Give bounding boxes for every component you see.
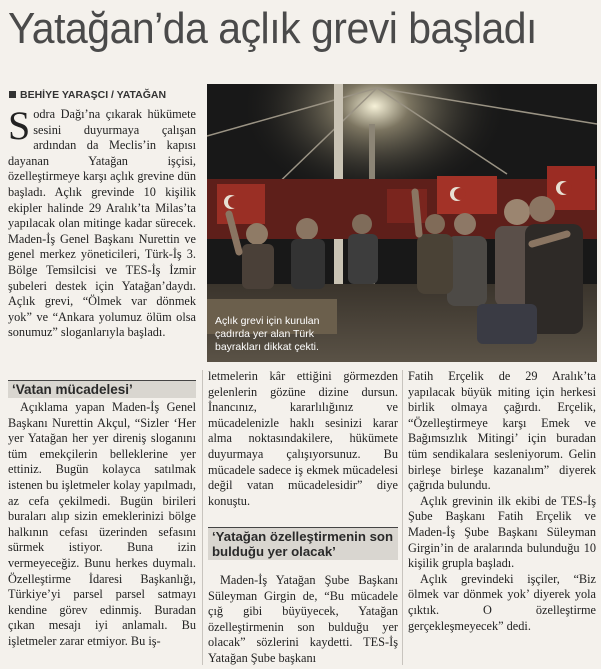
drop-cap: S bbox=[8, 103, 31, 148]
paragraph: Açlık grevindeki işçiler, “Biz ölmek var dönmek yok’ diyerek yola çıktık. O özelleştirme gerçekleşmeyecek” dedi. bbox=[408, 571, 596, 633]
byline-text: BEHİYE YARAŞCI / YATAĞAN bbox=[20, 89, 167, 101]
column-2-continued bbox=[208, 573, 398, 667]
byline-square-icon bbox=[9, 91, 16, 98]
headline: Yatağan’da açlık grevi başladı bbox=[8, 4, 537, 53]
subhead-yatagan-ozellestirme: ‘Yatağan özelleştirmenin son bulduğu yer olacak’ bbox=[208, 527, 398, 560]
intro-text: odra Dağı’na çıkarak hükümete sesini duyurmaya çalışan ardından da Meclis’in kapısı dayanan Yatağan işçisi, özelleştirmeye karşı açlık grevine dün başladı. Açlık grevinde 10 kişilik ekipler halinde 29 Aralık’ta Milas’ta yapılacak olan mitinge kadar sürecek. Maden-İş Genel Başkanı Nurettin ve genel merkez yöneticileri, Türk-İş 3. Bölge Temsilcisi ve TES-İş İzmir şubeleri destek için Yatağan’daydı. Açlık grevi, “Ölmek var dönmek yok” ve “Ankara yolumuz ölüm olsa sonumuz” sloganlarıyla başladı. bbox=[8, 107, 196, 340]
paragraph: Açlık grevinin ilk ekibi de TES-İş Şube Başkanı Fatih Erçelik ve Maden-İş Şube Başkanı Süleyman Girgin’in de aralarında bulunduğu 10 kişilik grupla başladı. bbox=[408, 493, 596, 571]
byline bbox=[9, 89, 166, 101]
column-1-body bbox=[8, 400, 196, 650]
column-2-body bbox=[208, 369, 398, 509]
paragraph: Maden-İş Yatağan Şube Başkanı Süleyman Girgin de, “Bu mücadele çığ gibi büyüyecek, Yatağan özelleştirmenin son bulduğu yer olacak” sözlerini kaydetti. TES-İş Yatağan Şube başkanı bbox=[208, 573, 398, 665]
article-photo bbox=[207, 84, 597, 362]
photo-caption: Açlık grevi için kurulan çadırda yer alan Türk bayrakları dikkat çekti. bbox=[215, 315, 320, 353]
paragraph: Açıklama yapan Maden-İş Genel Başkanı Nurettin Akçul, “Sizler ‘Her yer Yatağan her yer direniş sloganını tüm emekçilerin belleklerine yer ettiniz. Bugün kolayca satılmak istenen bu işletmeler kolay yapılmadı, az cefa çekilmedi. Bugün birileri buraları alıp sizin emeklerinizi bölge halkının cefası üzerinden sefasını sürmek istiyor. Buna izin vermeyeceğiz. Bunu herkes duymalı. Özelleştirme İdaresi Başkanlığı, Türkiye’yi parsel parsel satmayı kendine görev edinmiş. Buradan çıkan mesajı iyi anlamalı. Bu işletmeler zarar etmiyor. Bu iş- bbox=[8, 400, 196, 648]
column-divider bbox=[402, 370, 403, 665]
paragraph: letmelerin kâr ettiğini görmezden gelenlerin gözüne dizine dursun. İnancınız, kararlılığınız ve mücadelenizle haklı sesinizi karar alma noktasındakilere, hükümete duyurmaya çalışıyorsunuz. Bu mücadele sadece iş ekmek mücadelesi değil vatan mücadelesidir” diye konuştu. bbox=[208, 369, 398, 508]
subhead-vatan-mucadelesi: ‘Vatan mücadelesi’ bbox=[8, 380, 196, 398]
intro-paragraph bbox=[8, 103, 196, 341]
column-3-body bbox=[408, 369, 596, 634]
column-divider bbox=[202, 370, 203, 665]
paragraph: Fatih Erçelik de 29 Aralık’ta yapılacak büyük miting için herkesi birlik olmaya çağırdı. Erçelik, “Özelleştirmeye karşı Emek ve Bağımsızlık Mitingi’ için buradan tüm sendikalara sesleniyorum. Gelin birleşe birleşe kazanalım” diyerek çağrıda bulundu. bbox=[408, 369, 596, 493]
